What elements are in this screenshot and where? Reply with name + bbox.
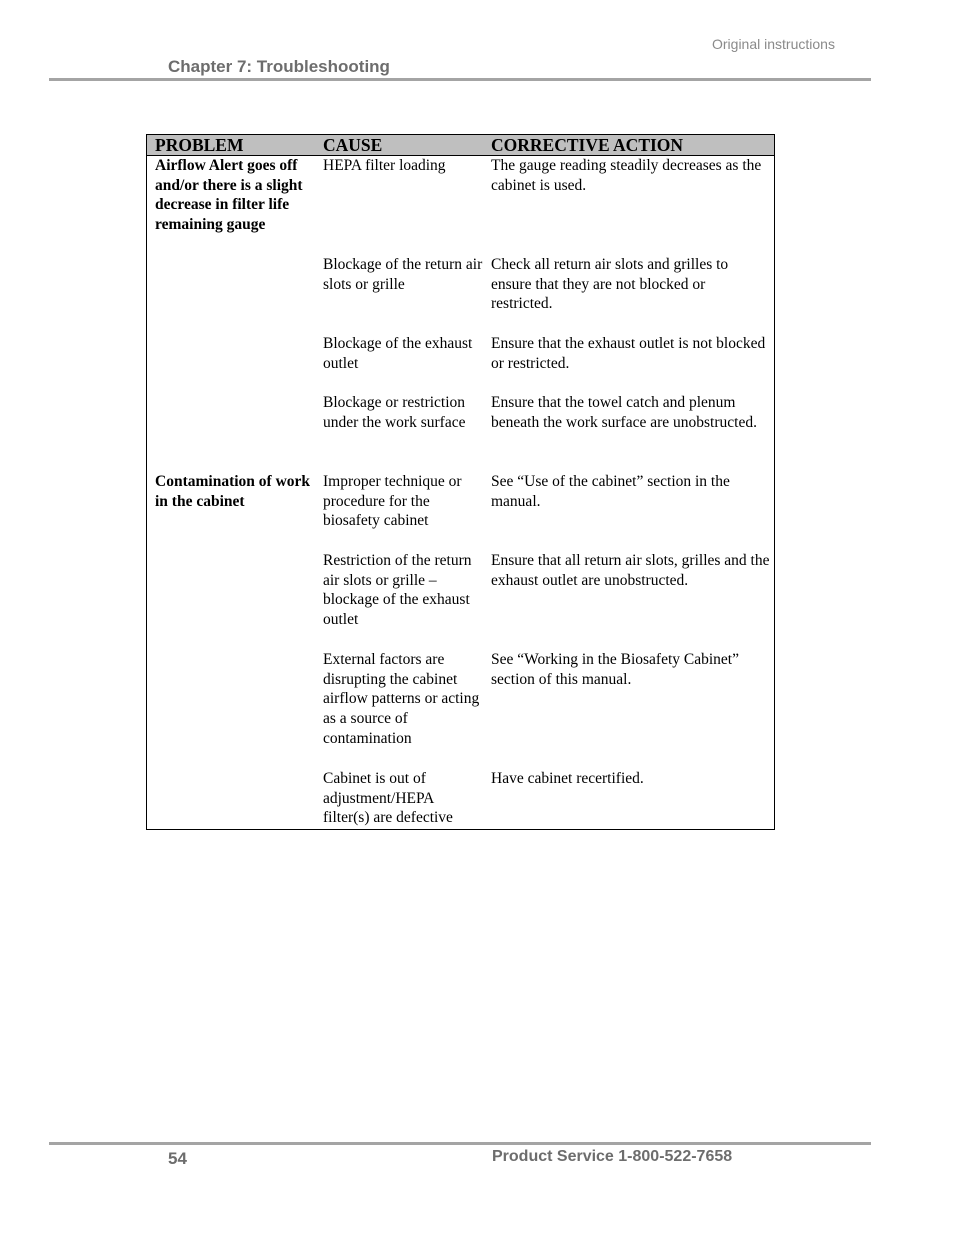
chapter-title: Chapter 7: Troubleshooting: [168, 57, 390, 76]
footer-divider: [49, 1142, 871, 1145]
table-row: [147, 769, 774, 829]
action-cell: Ensure that the towel catch and plenum beneath the work surface are unobstructed.: [491, 394, 757, 431]
product-service-phone: Product Service 1-800-522-7658: [492, 1148, 733, 1165]
problem-cell: [147, 769, 315, 829]
table-row: [147, 650, 774, 769]
action-cell: Check all return air slots and grilles to ensure that they are not blocked or restricted.: [491, 256, 729, 313]
cause-cell: HEPA filter loading: [323, 157, 446, 174]
page-number: 54: [168, 1149, 187, 1168]
cause-cell: Restriction of the return air slots or grille – blockage of the exhaust outlet: [323, 552, 472, 629]
action-cell: See “Working in the Biosafety Cabinet” section of this manual.: [491, 651, 739, 688]
cause-cell: Improper technique or procedure for the biosafety cabinet: [323, 473, 462, 530]
problem-cell: [147, 551, 315, 650]
action-cell: The gauge reading steadily decreases as the cabinet is used.: [491, 157, 762, 194]
cause-cell: Blockage of the return air slots or grille: [323, 256, 483, 293]
problem-cell: Airflow Alert goes off and/or there is a slight decrease in filter life remaining gauge: [155, 157, 303, 234]
table-row: [147, 334, 774, 393]
header-divider: [49, 78, 871, 81]
table-row: [147, 156, 774, 255]
column-header-corrective-action: CORRECTIVE ACTION: [491, 135, 684, 155]
problem-cell: [147, 650, 315, 769]
action-cell: Have cabinet recertified.: [491, 770, 644, 787]
table-header-row: [147, 135, 774, 156]
action-cell: Ensure that all return air slots, grilles and the exhaust outlet are unobstructed.: [491, 552, 770, 589]
cause-cell: Blockage of the exhaust outlet: [323, 335, 473, 372]
action-cell: Ensure that the exhaust outlet is not blocked or restricted.: [491, 335, 766, 372]
table-row: [147, 472, 774, 551]
cause-cell: Cabinet is out of adjustment/HEPA filter(s) are defective: [323, 770, 453, 827]
column-header-problem: PROBLEM: [155, 135, 244, 155]
table-row: [147, 255, 774, 334]
table-row: [147, 393, 774, 472]
cause-cell: External factors are disrupting the cabinet airflow patterns or acting as a source of contamination: [323, 651, 480, 747]
table-row: [147, 551, 774, 650]
troubleshooting-table: [146, 134, 775, 830]
action-cell: See “Use of the cabinet” section in the manual.: [491, 473, 730, 510]
problem-cell: [147, 255, 315, 334]
problem-cell: Contamination of work in the cabinet: [155, 473, 311, 510]
problem-cell: [147, 393, 315, 472]
column-header-cause: CAUSE: [323, 135, 383, 155]
original-instructions-label: Original instructions: [712, 36, 835, 52]
cause-cell: Blockage or restriction under the work surface: [323, 394, 466, 431]
problem-cell: [147, 334, 315, 393]
